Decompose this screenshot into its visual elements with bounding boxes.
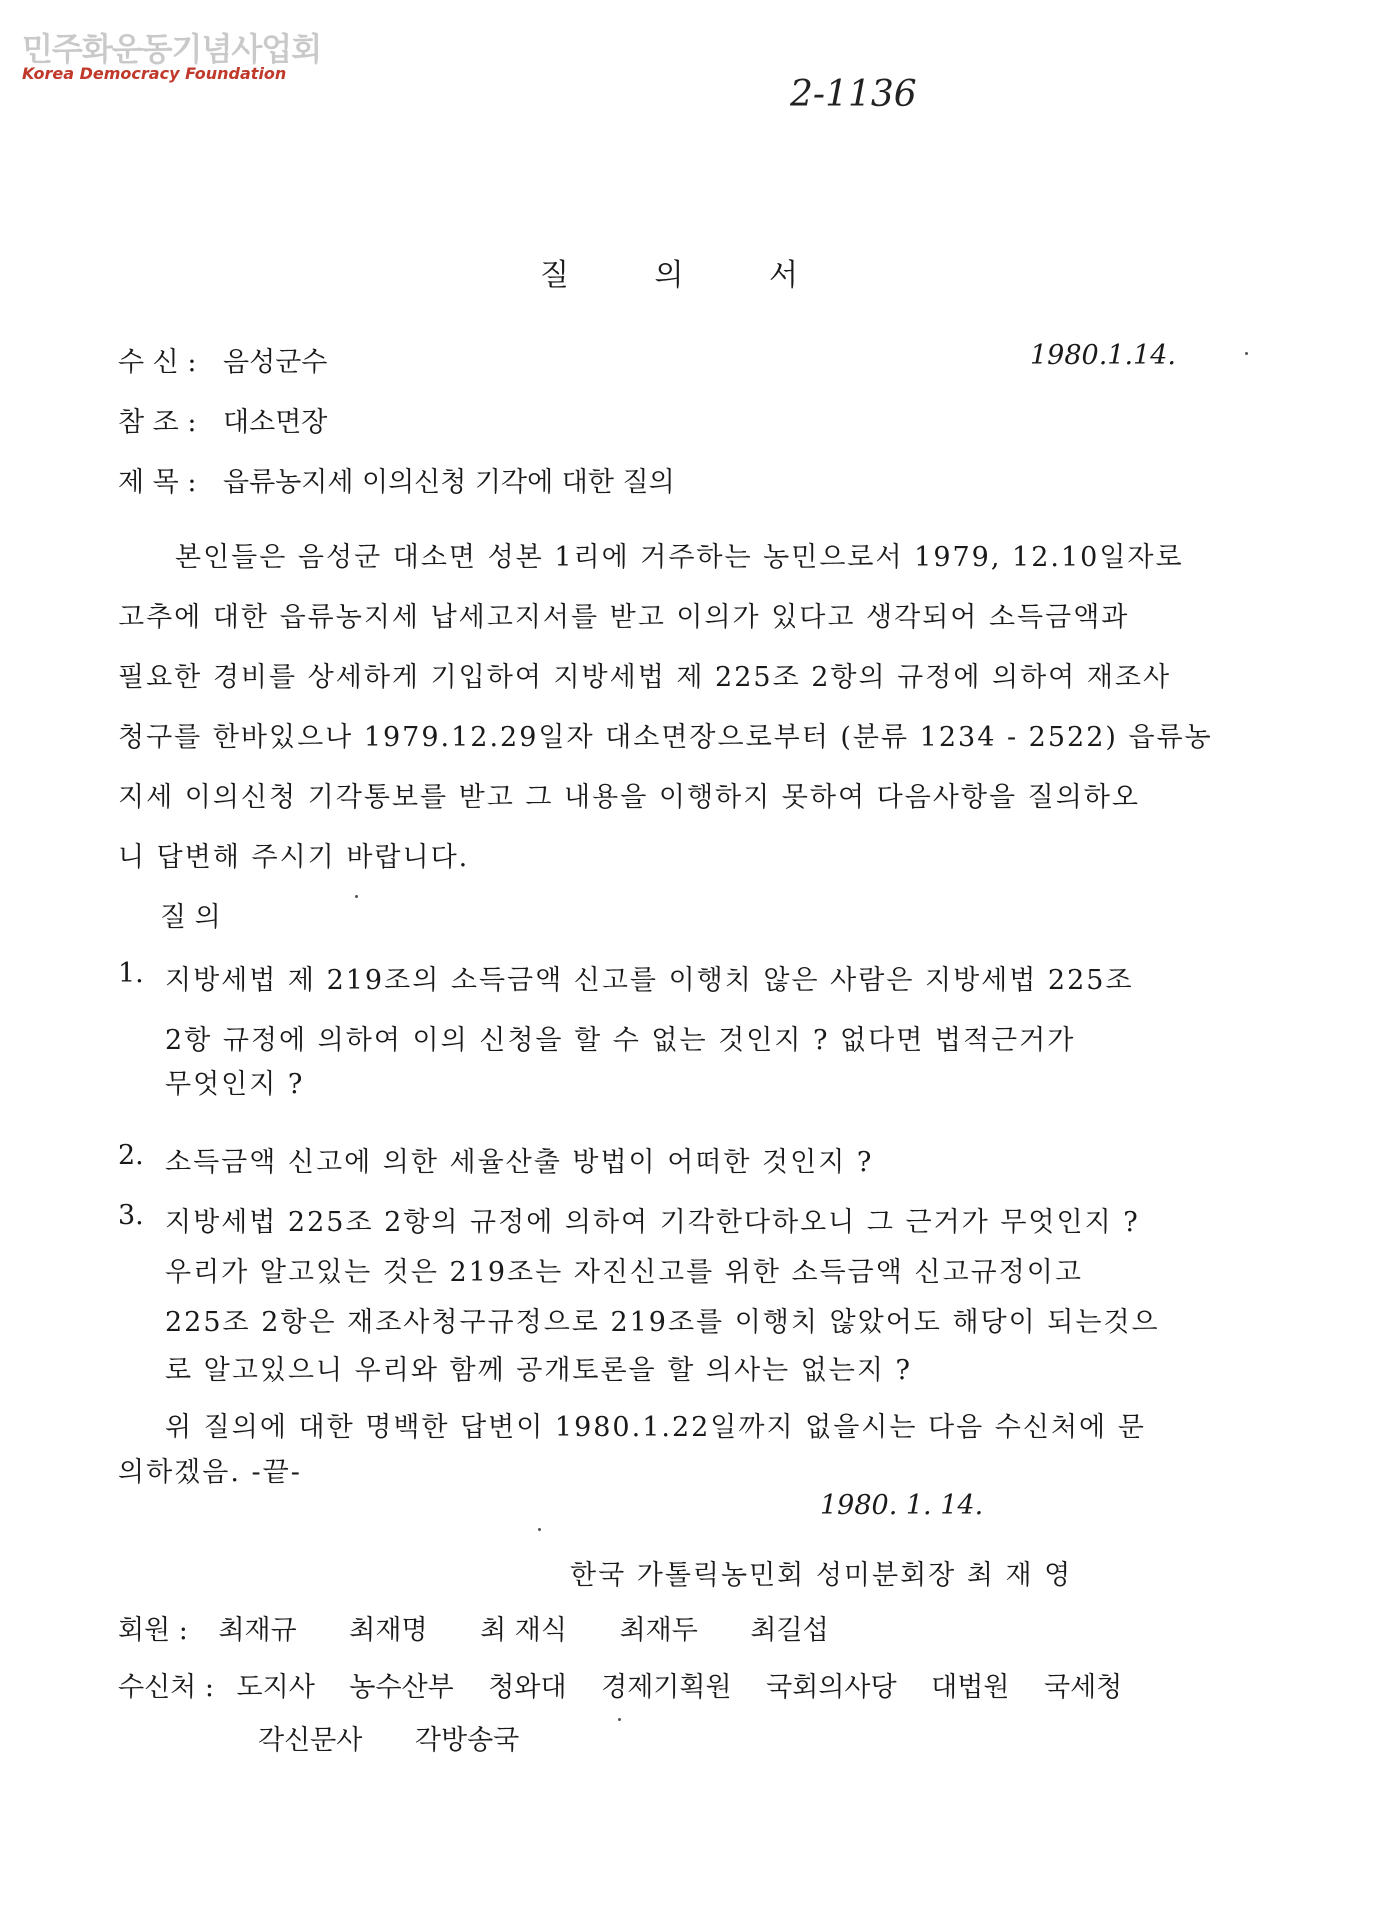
cc-item: 대법원 bbox=[931, 1672, 1010, 1703]
cc-label: 수신처 : bbox=[118, 1672, 214, 1703]
cc-item: 경제기획원 bbox=[601, 1672, 732, 1703]
cc-row bbox=[118, 1665, 1122, 1704]
question-line: 지방세법 225조 2항의 규정에 의하여 기각한다하오니 그 근거가 무엇인지 ? bbox=[165, 1207, 1140, 1238]
body-line: 고추에 대한 읍류농지세 납세고지서를 받고 이의가 있다고 생각되어 소득금액과 bbox=[118, 602, 1130, 633]
question-number: 2. bbox=[118, 1140, 144, 1171]
member-name: 최 재식 bbox=[480, 1615, 567, 1646]
recipient-row bbox=[118, 340, 327, 379]
header-date: 1980.1.14. bbox=[1030, 340, 1176, 371]
scan-speck bbox=[538, 1528, 541, 1531]
question-line: 우리가 알고있는 것은 219조는 자진신고를 위한 소득금액 신고규정이고 bbox=[165, 1257, 1083, 1288]
inquiry-heading: 질 의 bbox=[160, 902, 221, 933]
body-line: 니 답변해 주시기 바랍니다. bbox=[118, 842, 470, 873]
cc-row-2 bbox=[258, 1718, 519, 1757]
question-line: 소득금액 신고에 의한 세율산출 방법이 어떠한 것인지 ? bbox=[165, 1147, 874, 1178]
body-line: 청구를 한바있으나 1979.12.29일자 대소면장으로부터 (분류 1234 - 2522) 읍류농 bbox=[118, 722, 1213, 753]
cc-item: 국세청 bbox=[1044, 1672, 1123, 1703]
scan-speck bbox=[618, 1718, 621, 1721]
recipient-value: 음성군수 bbox=[223, 347, 328, 378]
reference-label: 참 조 : bbox=[118, 407, 197, 438]
question-line: 무엇인지 ? bbox=[165, 1069, 305, 1100]
question-line: 지방세법 제 219조의 소득금액 신고를 이행치 않은 사람은 지방세법 225조 bbox=[165, 965, 1134, 996]
subject-row bbox=[118, 460, 675, 499]
cc-item: 도지사 bbox=[236, 1672, 315, 1703]
member-name: 최재규 bbox=[218, 1615, 297, 1646]
subject-label: 제 목 : bbox=[118, 467, 197, 498]
scan-speck bbox=[355, 895, 358, 898]
subject-value: 읍류농지세 이의신청 기각에 대한 질의 bbox=[223, 467, 675, 498]
handwritten-note: 2-1136 bbox=[790, 74, 917, 115]
question-line: 로 알고있으니 우리와 함께 공개토론을 할 의사는 없는지 ? bbox=[165, 1355, 913, 1386]
document-title: 질 의 서 bbox=[539, 258, 836, 293]
body-line: 필요한 경비를 상세하게 기입하여 지방세법 제 225조 2항의 규정에 의하여 재조사 bbox=[118, 662, 1172, 693]
question-line: 2항 규정에 의하여 이의 신청을 할 수 없는 것인지 ? 없다면 법적근거가 bbox=[165, 1025, 1076, 1056]
closing-line: 의하겠음. -끝- bbox=[118, 1457, 302, 1488]
watermark-korean: 민주화운동기념사업회 bbox=[22, 30, 322, 68]
cc-item: 각신문사 bbox=[258, 1725, 363, 1756]
question-line: 225조 2항은 재조사청구규정으로 219조를 이행치 않았어도 해당이 되는것으 bbox=[165, 1307, 1160, 1338]
reference-row bbox=[118, 400, 327, 439]
body-line: 지세 이의신청 기각통보를 받고 그 내용을 이행하지 못하여 다음사항을 질의하오 bbox=[118, 782, 1140, 813]
body-line: 본인들은 음성군 대소면 성본 1리에 거주하는 농민으로서 1979, 12.10일자로 bbox=[175, 542, 1184, 573]
question-number: 1. bbox=[118, 958, 144, 989]
reference-value: 대소면장 bbox=[223, 407, 328, 438]
member-name: 최길섭 bbox=[750, 1615, 829, 1646]
members-label: 회원 : bbox=[118, 1615, 188, 1646]
question-number: 3. bbox=[118, 1200, 144, 1231]
cc-item: 청와대 bbox=[488, 1672, 567, 1703]
members-row bbox=[118, 1608, 829, 1647]
cc-item: 각방송국 bbox=[414, 1725, 520, 1756]
member-name: 최재명 bbox=[349, 1615, 428, 1646]
closing-date: 1980. 1. 14. bbox=[820, 1490, 984, 1521]
member-name: 최재두 bbox=[619, 1615, 698, 1646]
cc-item: 국회의사당 bbox=[766, 1672, 897, 1703]
closing-line: 위 질의에 대한 명백한 답변이 1980.1.22일까지 없을시는 다음 수신처에 문 bbox=[165, 1412, 1146, 1443]
sender-line: 한국 가톨릭농민회 성미분회장 최 재 영 bbox=[570, 1560, 1073, 1591]
cc-item: 농수산부 bbox=[349, 1672, 454, 1703]
recipient-label: 수 신 : bbox=[118, 347, 197, 378]
watermark-english: Korea Democracy Foundation bbox=[22, 64, 287, 83]
scan-speck bbox=[1245, 352, 1248, 355]
